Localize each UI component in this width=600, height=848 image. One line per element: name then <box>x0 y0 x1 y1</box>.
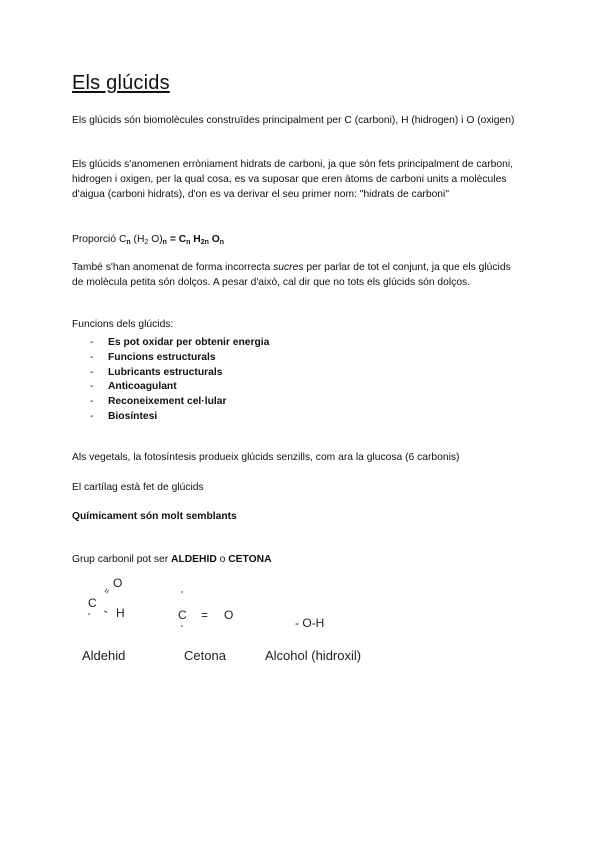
formula-bh: H <box>193 234 201 245</box>
formula-eq: = <box>169 234 176 245</box>
bullet-dash: - <box>90 381 94 393</box>
list-item <box>72 410 522 425</box>
formula-line <box>72 232 522 250</box>
formula-h2o-open: (H <box>133 234 145 245</box>
aldehid-keyword: ALDEHID <box>171 554 217 565</box>
sucres-italic: sucres <box>273 262 304 273</box>
formula-n: n <box>126 239 131 246</box>
cetona-oxygen: O <box>224 608 234 622</box>
aldehid-carbon: C <box>88 596 97 610</box>
sucres-text-before: També s'han anomenat de forma incorrecta <box>72 262 274 273</box>
quimicament-paragraph: Químicament són molt semblants <box>72 511 237 522</box>
carbonil-text: Grup carbonil pot ser <box>72 554 172 565</box>
list-item <box>72 351 522 366</box>
aldehid-bond-tick: ' <box>88 612 90 623</box>
formula-two: 2 <box>144 239 149 246</box>
list-item <box>72 366 522 381</box>
hidrats-paragraph: Els glúcids s'anomenen erròniament hidrats de carboni, ja que són fets principalment de carboni, hidrogen i oxigen, per la qual cosa, es va suposar que eren àtoms de carboni units a molècules d'aigua (carboni hidrats), d'on es va derivar el seu primer nom: "hidrats de carboni" <box>72 159 513 201</box>
bullet-dash: - <box>90 351 94 363</box>
cetona-keyword: CETONA <box>228 554 272 565</box>
functions-list <box>72 336 522 425</box>
formula-o-close: O) <box>151 234 163 245</box>
vegetals-paragraph: Als vegetals, la fotosíntesis produeix glúcids senzills, com ara la glucosa (6 carbonis) <box>72 452 460 463</box>
intro-paragraph: Els glúcids són biomolècules construïdes principalment per C (carboni), H (hidrogen) i O (oxigen) <box>72 115 515 126</box>
cetona-top-tick: ' <box>181 590 183 601</box>
formula-b2n: 2n <box>200 239 209 246</box>
list-item-text: Funcions estructurals <box>108 351 216 363</box>
formula-bc: C <box>178 234 187 245</box>
aldehid-label: Aldehid <box>82 648 126 663</box>
bullet-dash: - <box>90 410 94 422</box>
formula-bn: n <box>186 239 191 246</box>
list-item <box>72 380 522 395</box>
cetona-label: Cetona <box>184 648 226 663</box>
carbonil-o: o <box>216 554 229 565</box>
list-item-text: Es pot oxidar per obtenir energia <box>108 337 270 348</box>
list-item-text: Anticoagulant <box>108 381 177 393</box>
formula-c: C <box>118 234 127 245</box>
aldehid-oxygen: O <box>113 576 123 590</box>
list-item-text: Lubricants estructurals <box>108 366 223 378</box>
list-item <box>72 336 522 351</box>
list-item <box>72 395 522 410</box>
page-title: Els glúcids <box>72 72 170 94</box>
sucres-paragraph <box>72 260 522 290</box>
bullet-dash: - <box>90 337 94 348</box>
list-item-text: Biosíntesi <box>108 410 158 422</box>
bullet-dash: - <box>90 366 94 378</box>
formula-label: Proporció <box>72 234 117 245</box>
formula-bn2: n <box>219 239 225 246</box>
list-item-text: Reconeixement cel·lular <box>108 396 227 408</box>
functions-section <box>72 319 522 425</box>
alcohol-label: Alcohol (hidroxil) <box>265 648 362 663</box>
aldehid-h-bond: - <box>101 603 111 619</box>
alcohol-group: - O-H <box>295 616 325 630</box>
cetona-bottom-tick: ' <box>181 624 183 635</box>
functional-groups-diagram <box>80 572 400 672</box>
formula-n2: n <box>162 239 167 246</box>
cetona-carbon: C <box>178 608 187 622</box>
carbonil-paragraph <box>72 552 522 567</box>
bullet-dash: - <box>90 396 94 408</box>
cartilag-paragraph: El cartílag està fet de glúcids <box>72 482 204 493</box>
sucres-text-after: per parlar de tot el conjunt, ja que els glúcids de molècula petita són dolços. A pesar d'això, cal dir que no tots els glúcids són dolços. <box>72 262 511 289</box>
functions-heading: Funcions dels glúcids: <box>72 319 174 330</box>
formula-bo: O <box>211 234 220 245</box>
aldehid-double-bond: = <box>101 585 113 597</box>
cetona-double-bond: = <box>201 608 209 622</box>
aldehid-hydrogen: H <box>116 606 125 620</box>
